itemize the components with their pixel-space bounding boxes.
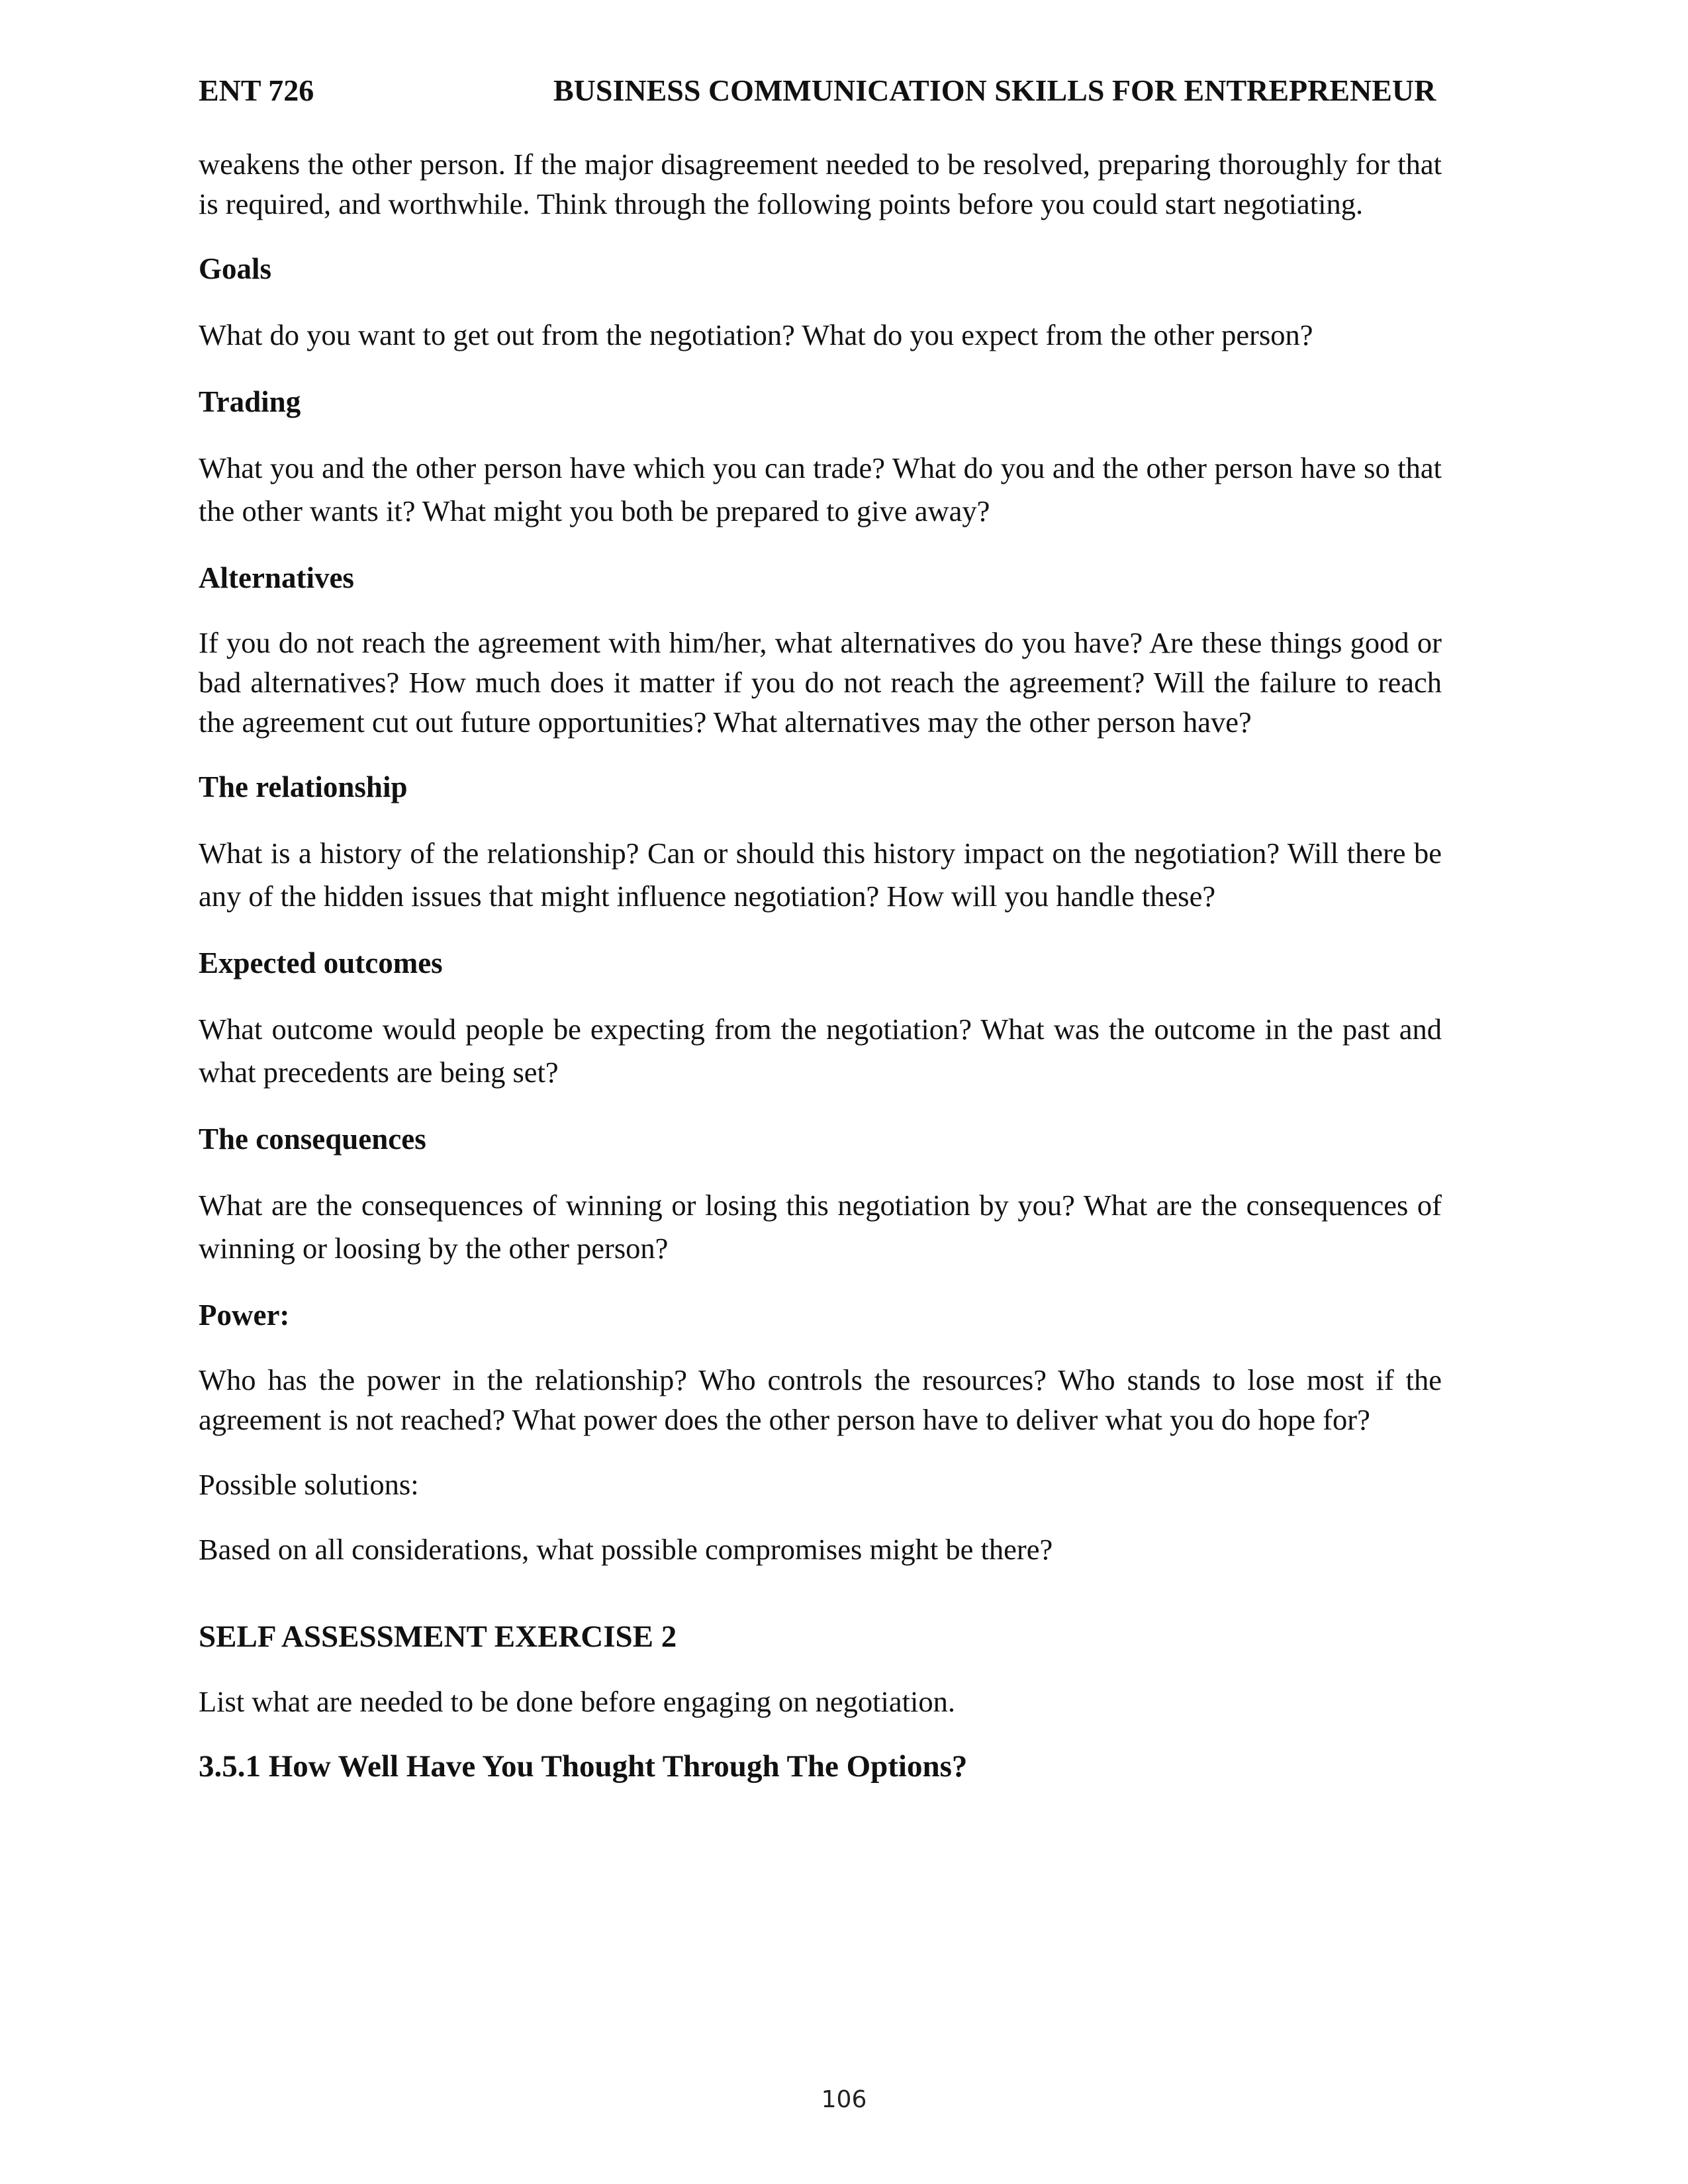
consequences-paragraph: What are the consequences of winning or losing this negotiation by you? What are the consequences of winning or loosing by the other person? — [199, 1189, 1442, 1265]
expected-outcomes-heading: Expected outcomes — [199, 946, 443, 979]
page-body — [199, 144, 1442, 1786]
intro-paragraph: weakens the other person. If the major disagreement needed to be resolved, preparing thoroughly for that is required, and worthwhile. Think through the following points before you could start negotiating. — [199, 148, 1442, 220]
goals-heading: Goals — [199, 252, 272, 285]
trading-heading: Trading — [199, 385, 301, 418]
goals-paragraph: What do you want to get out from the negotiation? What do you expect from the other person? — [199, 318, 1313, 351]
relationship-heading: The relationship — [199, 770, 408, 803]
section-heading-3-5-1: 3.5.1 How Well Have You Thought Through The Options? — [199, 1749, 968, 1784]
power-heading: Power: — [199, 1298, 290, 1332]
self-assessment-heading: SELF ASSESSMENT EXERCISE 2 — [199, 1619, 677, 1654]
document-page — [199, 73, 1442, 1811]
self-assessment-paragraph: List what are needed to be done before engaging on negotiation. — [199, 1685, 956, 1718]
running-header — [199, 73, 1442, 119]
relationship-paragraph: What is a history of the relationship? Can or should this history impact on the negotiation? Will there be any of the hidden issues that might influence negotiation? How will you handle these? — [199, 837, 1442, 913]
possible-solutions-paragraph: Based on all considerations, what possible compromises might be there? — [199, 1533, 1053, 1566]
page-number: 106 — [821, 2086, 867, 2113]
course-code: ENT 726 — [199, 73, 314, 107]
consequences-heading: The consequences — [199, 1122, 426, 1156]
power-paragraph: Who has the power in the relationship? Who controls the resources? Who stands to lose most if the agreement is not reached? What power does the other person have to deliver what you do hope for? — [199, 1363, 1442, 1436]
trading-paragraph: What you and the other person have which you can trade? What do you and the other person have so that the other wants it? What might you both be prepared to give away? — [199, 451, 1442, 527]
course-title: BUSINESS COMMUNICATION SKILLS FOR ENTREPRENEUR — [553, 73, 1436, 107]
alternatives-paragraph: If you do not reach the agreement with him/her, what alternatives do you have? Are these things good or bad alternatives? How much does it matter if you do not reach the agreement? Will the failure to reach the agreement cut out future opportunities? What alternatives may the other person have? — [199, 626, 1442, 739]
alternatives-heading: Alternatives — [199, 561, 354, 594]
expected-outcomes-paragraph: What outcome would people be expecting from the negotiation? What was the outcome in the past and what precedents are being set? — [199, 1013, 1442, 1089]
possible-solutions-label: Possible solutions: — [199, 1468, 419, 1501]
